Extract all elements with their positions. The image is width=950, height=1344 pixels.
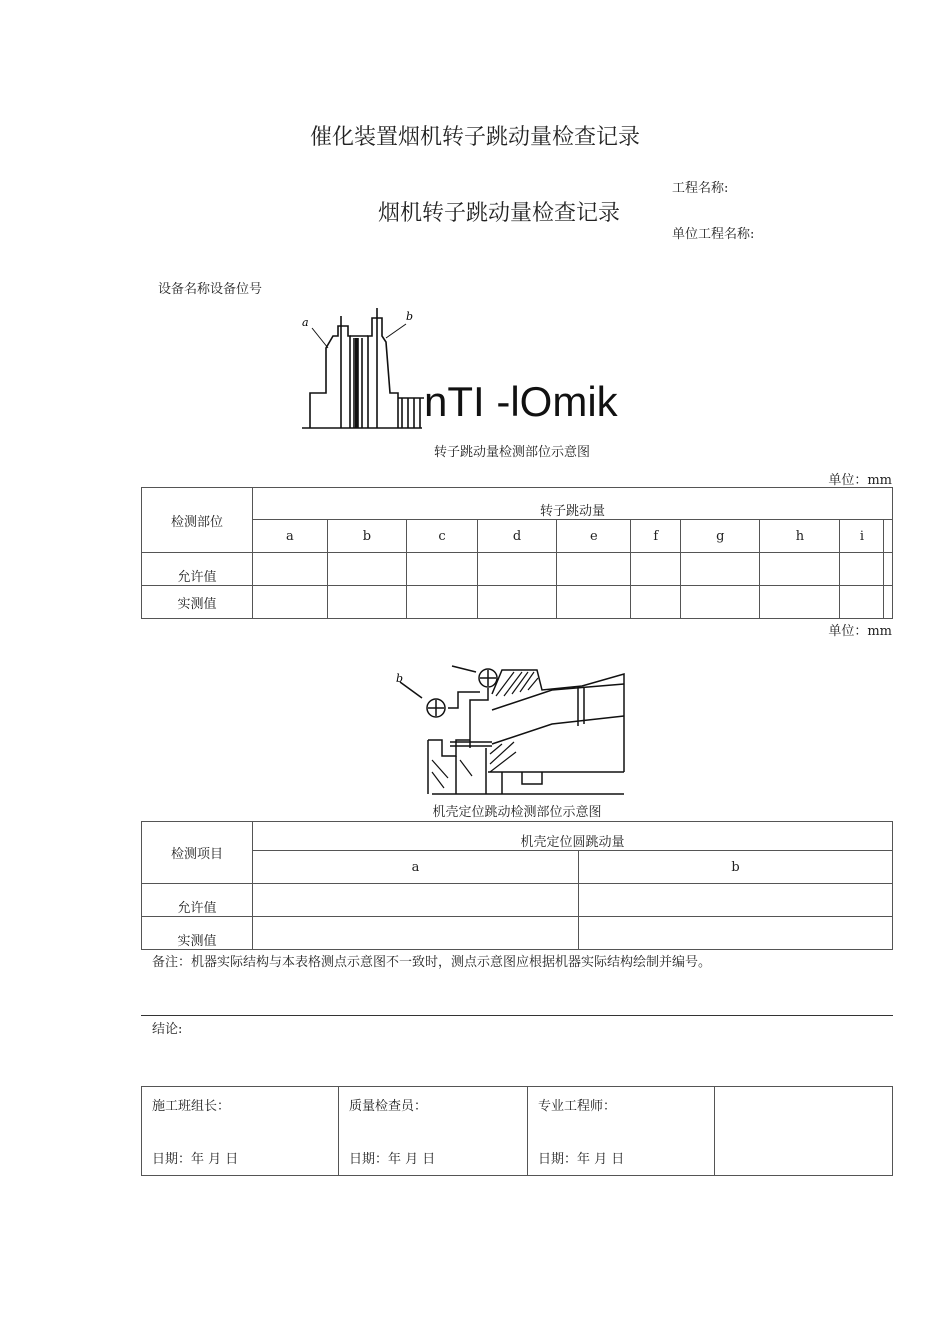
table2-row-header: 检测项目	[142, 822, 253, 884]
rotor-diagram	[298, 298, 428, 433]
table1-row-allowed: 允许值	[142, 553, 253, 586]
signature-cell-quality-inspector[interactable]	[339, 1087, 528, 1176]
table-cell[interactable]	[760, 586, 840, 619]
figure1-garbled-text: nTI -lOmik	[424, 378, 618, 425]
figure2-caption: 机壳定位跳动检测部位示意图	[432, 805, 602, 820]
signature-cell-blank[interactable]	[715, 1087, 893, 1176]
table-cell[interactable]	[680, 553, 760, 586]
table-cell[interactable]	[631, 586, 681, 619]
table-cell[interactable]	[557, 586, 631, 619]
signature-role: 质量检查员：	[349, 1099, 428, 1114]
table1-col: e	[557, 520, 631, 553]
table2-row-allowed: 允许值	[142, 884, 253, 917]
signature-role: 专业工程师：	[538, 1099, 617, 1114]
table-cell[interactable]	[477, 586, 557, 619]
table1-group-header: 转子跳动量	[253, 488, 893, 520]
table-cell[interactable]	[840, 553, 884, 586]
signature-date: 日期：年 月 日	[538, 1152, 625, 1167]
table-cell[interactable]	[760, 553, 840, 586]
table-cell[interactable]	[253, 917, 579, 950]
page-title: 催化装置烟机转子跳动量检查记录	[309, 125, 640, 150]
table-cell[interactable]	[557, 553, 631, 586]
signature-date: 日期：年 月 日	[152, 1152, 239, 1167]
table2-col: a	[253, 851, 579, 884]
page-subtitle: 烟机转子跳动量检查记录	[378, 201, 621, 226]
table1-col: a	[253, 520, 328, 553]
table-cell[interactable]	[407, 586, 478, 619]
table1-col	[884, 520, 893, 553]
table-cell[interactable]	[253, 586, 328, 619]
table1-col: g	[680, 520, 760, 553]
figure2-label-b: b	[396, 672, 404, 685]
table1-row-measured: 实测值	[142, 586, 253, 619]
unit-project-name-label: 单位工程名称:	[672, 227, 755, 242]
unit-label-2: 单位：mm	[828, 624, 892, 639]
table1-col: h	[760, 520, 840, 553]
table-cell[interactable]	[840, 586, 884, 619]
table-cell[interactable]	[253, 553, 328, 586]
table2-col: b	[579, 851, 893, 884]
table-cell[interactable]	[579, 917, 893, 950]
table-cell[interactable]	[407, 553, 478, 586]
table2-group-header: 机壳定位圆跳动量	[253, 822, 893, 851]
table1-col: b	[327, 520, 407, 553]
figure1-label-b: b	[406, 310, 414, 323]
table-cell[interactable]	[884, 586, 893, 619]
signature-role: 施工班组长：	[152, 1099, 231, 1114]
signature-table	[141, 1086, 893, 1176]
casing-diagram	[392, 660, 632, 798]
table1-col: d	[477, 520, 557, 553]
device-name-label: 设备名称设备位号	[158, 282, 263, 297]
table-cell[interactable]	[579, 884, 893, 917]
signature-date: 日期：年 月 日	[349, 1152, 436, 1167]
table-cell[interactable]	[631, 553, 681, 586]
rotor-runout-table	[141, 487, 893, 619]
signature-cell-team-leader[interactable]	[142, 1087, 339, 1176]
figure1-label-a: a	[302, 316, 309, 329]
table-cell[interactable]	[327, 553, 407, 586]
table-cell[interactable]	[253, 884, 579, 917]
table-cell[interactable]	[680, 586, 760, 619]
table1-col: i	[840, 520, 884, 553]
table1-col: f	[631, 520, 681, 553]
conclusion-label: 结论:	[152, 1022, 183, 1037]
unit-label-1: 单位：mm	[828, 473, 892, 488]
divider	[141, 1015, 893, 1016]
remark-note: 备注：机器实际结构与本表格测点示意图不一致时，测点示意图应根据机器实际结构绘制并编号。	[152, 955, 712, 970]
table2-row-measured: 实测值	[142, 917, 253, 950]
signature-cell-engineer[interactable]	[528, 1087, 715, 1176]
table1-col: c	[407, 520, 478, 553]
table-cell[interactable]	[327, 586, 407, 619]
table-cell[interactable]	[884, 553, 893, 586]
table-cell[interactable]	[477, 553, 557, 586]
casing-runout-table	[141, 821, 893, 950]
project-name-label: 工程名称:	[672, 181, 729, 196]
figure1-caption: 转子跳动量检测部位示意图	[433, 445, 590, 460]
table1-row-header: 检测部位	[142, 488, 253, 553]
